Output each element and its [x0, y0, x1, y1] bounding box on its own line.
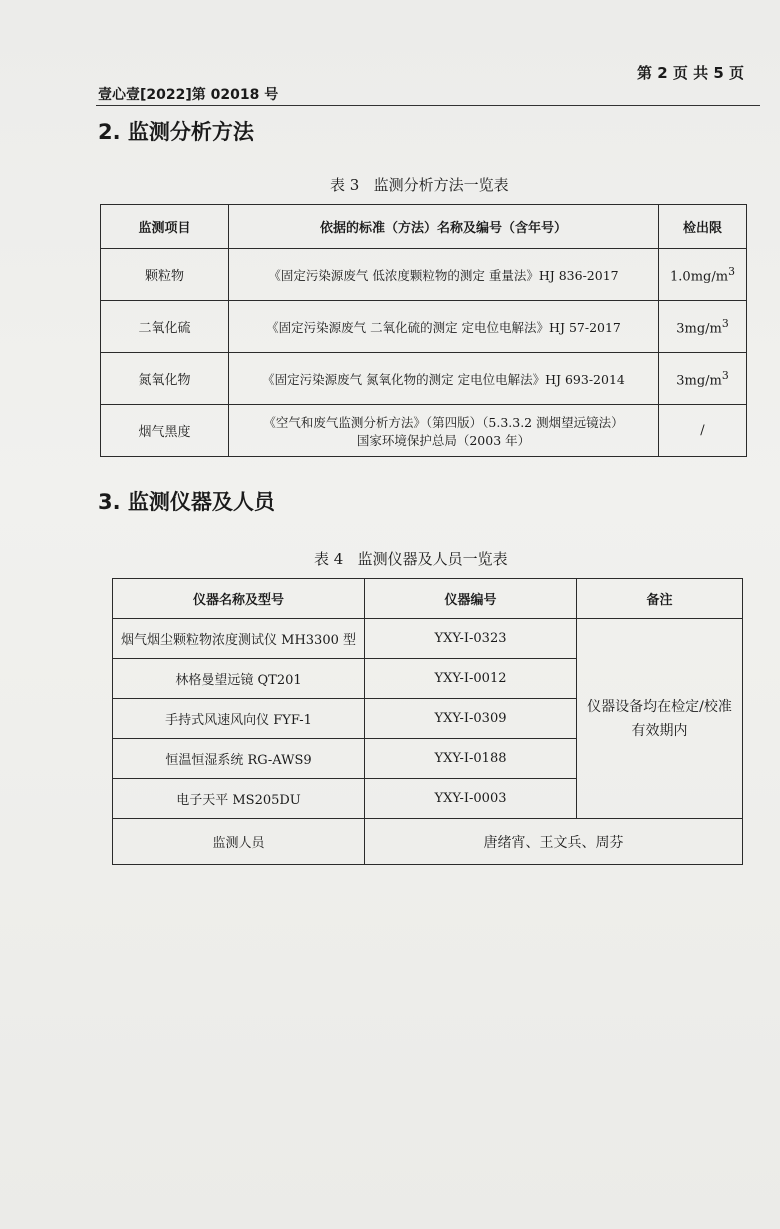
table-3-caption: 表 3 监测分析方法一览表 [330, 176, 509, 194]
table-row [101, 301, 747, 353]
column-header: 仪器编号 [365, 579, 577, 619]
instrument-name: 烟气烟尘颗粒物浓度测试仪 MH3300 型 [113, 619, 365, 659]
limit-cell: $3mg/m^3$ [659, 353, 747, 405]
table-row [101, 353, 747, 405]
table-row [101, 405, 747, 457]
instrument-name: 手持式风速风向仪 FYF-1 [113, 699, 365, 739]
table-row [101, 249, 747, 301]
instrument-code: YXY-I-0323 [365, 619, 577, 659]
column-header: 监测项目 [101, 205, 229, 249]
table-header-row [101, 205, 747, 249]
remark-cell: 仪器设备均在检定/校准有效期内 [577, 619, 743, 819]
instrument-code: YXY-I-0309 [365, 699, 577, 739]
standard-cell: 《固定污染源废气 低浓度颗粒物的测定 重量法》HJ 836-2017 [229, 249, 659, 301]
instrument-code: YXY-I-0003 [365, 779, 577, 819]
item-cell: 颗粒物 [101, 249, 229, 301]
header-rule [96, 105, 760, 106]
instrument-code: YXY-I-0012 [365, 659, 577, 699]
item-cell: 二氧化硫 [101, 301, 229, 353]
personnel-label: 监测人员 [113, 819, 365, 865]
limit-cell: $1.0mg/m^3$ [659, 249, 747, 301]
instrument-name: 林格曼望远镜 QT201 [113, 659, 365, 699]
limit-cell: / [659, 405, 747, 457]
instrument-name: 恒温恒湿系统 RG-AWS9 [113, 739, 365, 779]
standard-cell: 《固定污染源废气 二氧化硫的测定 定电位电解法》HJ 57-2017 [229, 301, 659, 353]
section-2-heading: 2. 监测分析方法 [98, 120, 254, 144]
standard-line: 国家环境保护总局（2003 年） [356, 432, 531, 448]
personnel-names: 唐绪宵、王文兵、周芬 [365, 819, 743, 865]
instruments-table [112, 578, 743, 865]
item-cell: 烟气黑度 [101, 405, 229, 457]
standard-cell: 《固定污染源废气 氮氧化物的测定 定电位电解法》HJ 693-2014 [229, 353, 659, 405]
analysis-methods-table [100, 204, 747, 457]
table-row [113, 619, 743, 659]
standard-cell [229, 405, 659, 457]
standard-line: 《空气和废气监测分析方法》（第四版）（5.3.3.2 测烟望远镜法） [263, 414, 624, 430]
column-header: 备注 [577, 579, 743, 619]
instrument-code: YXY-I-0188 [365, 739, 577, 779]
item-cell: 氮氧化物 [101, 353, 229, 405]
table-4-caption: 表 4 监测仪器及人员一览表 [314, 550, 508, 568]
personnel-row [113, 819, 743, 865]
document-number: 壹心壹[2022]第 02018 号 [98, 87, 279, 103]
page-indicator: 第 2 页 共 5 页 [637, 64, 744, 82]
table-header-row [113, 579, 743, 619]
column-header: 仪器名称及型号 [113, 579, 365, 619]
section-3-heading: 3. 监测仪器及人员 [98, 490, 275, 514]
column-header: 依据的标准（方法）名称及编号（含年号） [229, 205, 659, 249]
instrument-name: 电子天平 MS205DU [113, 779, 365, 819]
column-header: 检出限 [659, 205, 747, 249]
limit-cell: $3mg/m^3$ [659, 301, 747, 353]
